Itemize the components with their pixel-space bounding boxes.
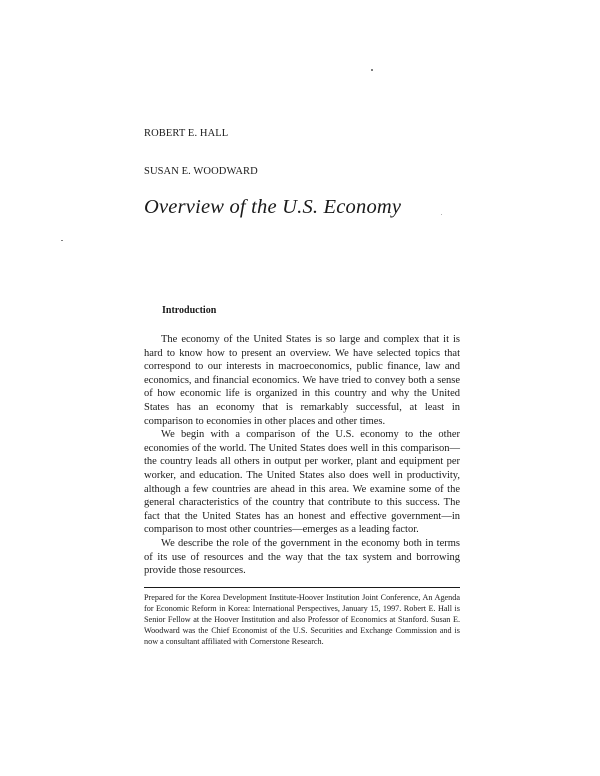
author-name: SUSAN E. WOODWARD: [144, 166, 258, 177]
footnote-divider: [144, 587, 460, 588]
footnote: [144, 592, 460, 647]
paper-title: Overview of the U.S. Economy: [144, 196, 402, 218]
paragraph: We describe the role of the government in the economy both in terms of its use of resources and the way that the tax system and borrowing provide those resources.: [144, 537, 460, 577]
scan-speck: [441, 214, 442, 215]
author-name: ROBERT E. HALL: [144, 128, 229, 139]
paragraph: The economy of the United States is so large and complex that it is hard to know how to present an overview. We have selected topics that correspond to our interests in macroeconomics, public finance, law and economics, and financial economics. We have tried to convey both a sense of how economic life is organized in this country and why the United States has an economy that is remarkably successful, at least in comparison to economies in other places and other times.: [144, 334, 460, 427]
scan-speck: [61, 240, 63, 241]
section-heading: Introduction: [162, 305, 217, 316]
body-text: [144, 333, 460, 578]
scan-speck: [371, 69, 373, 71]
paragraph: We begin with a comparison of the U.S. economy to the other economies of the world. The United States does well in this comparison—the country leads all others in output per worker, plant and equipment per worker, and education. The United States also does well in productivity, although a few countries are ahead in this area. We examine some of the general characteristics of the country that contribute to this success. The fact that the United States has an honest and effective government—in comparison to most other countries—emerges as a leading factor.: [144, 429, 460, 536]
footnote-text: Prepared for the Korea Development Institute-Hoover Institution Joint Conference, An Agenda for Economic Reform in Korea: International Perspectives, January 15, 1997. Robert E. Hall is Senior Fellow at the Hoover Institution and also Professor of Economics at Stanford. Susan E. Woodward was the Chief Economist of the U.S. Securities and Exchange Commission and is now a consultant affiliated with Cornerstone Research.: [144, 593, 460, 646]
